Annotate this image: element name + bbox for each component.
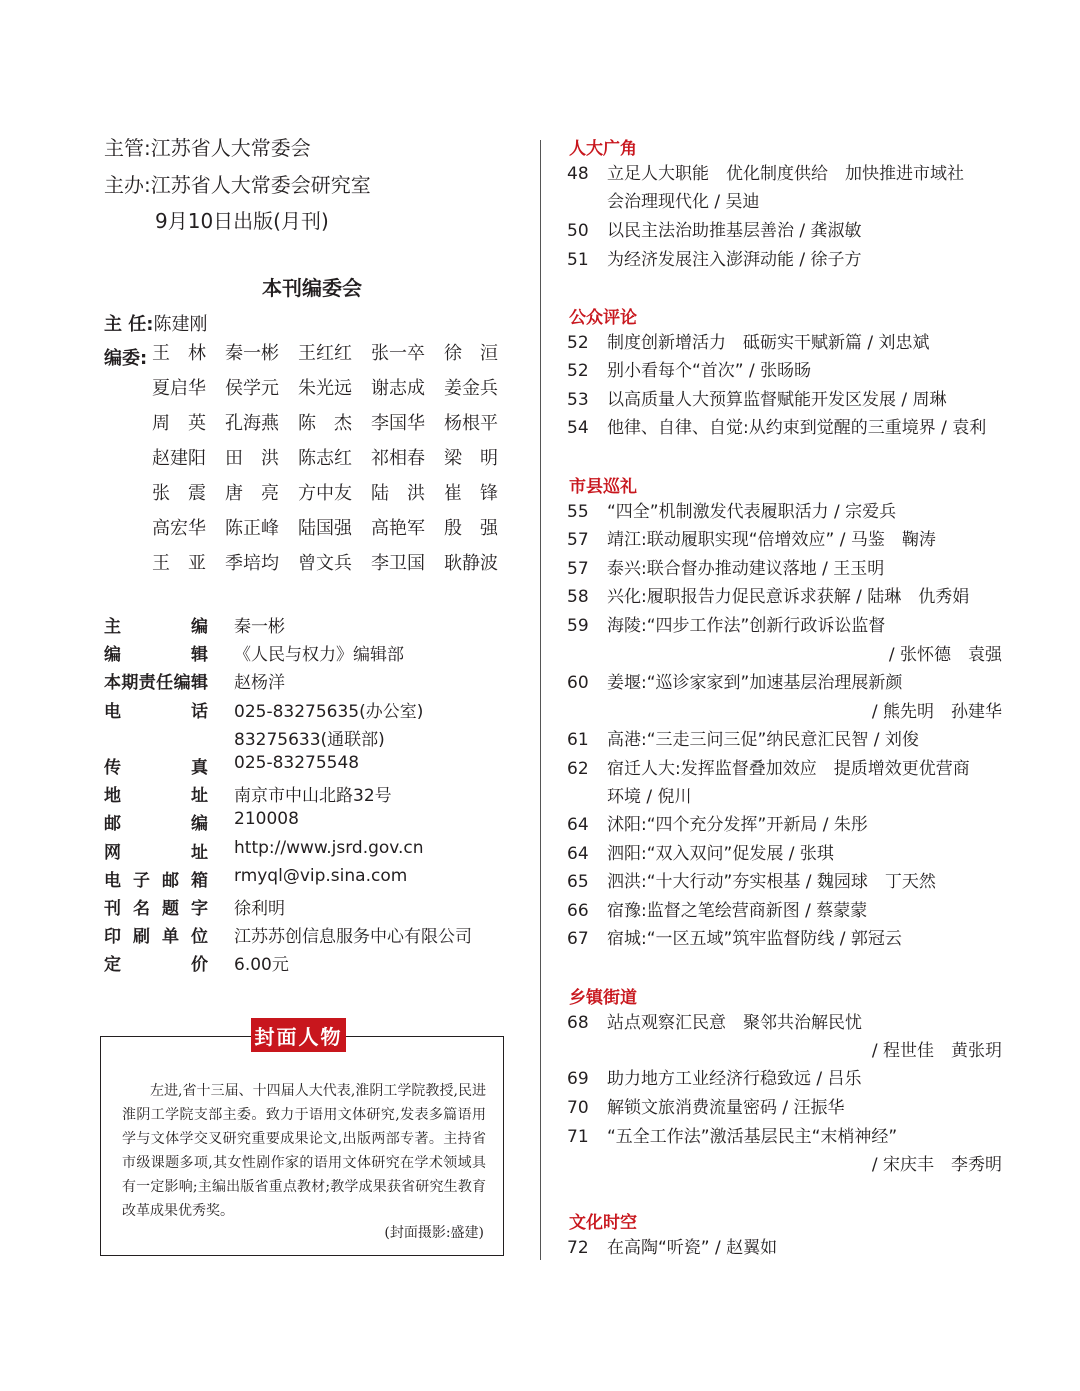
toc-entry[interactable]: [567, 386, 947, 414]
section-title: 公众评论: [569, 308, 637, 328]
entry-title: 姜堰:“巡诊家家到”加速基层治理展新颜: [607, 673, 903, 693]
info-label: 电 话: [104, 702, 208, 722]
info-value: 025-83275548: [234, 753, 360, 773]
toc-entry[interactable]: [567, 755, 970, 783]
entry-title: 泰兴:联合督办推动建议落地 / 王玉明: [607, 559, 885, 579]
page-number: 69: [567, 1069, 589, 1089]
toc-entry[interactable]: [567, 414, 986, 442]
section-title: 文化时空: [569, 1213, 637, 1233]
entry-title: 宿豫:监督之笔绘营商新图 / 蔡蒙蒙: [607, 901, 868, 921]
page-number: 64: [567, 815, 589, 835]
info-label: 刊 名 题 字: [104, 899, 208, 919]
info-label: 印 刷 单 位: [104, 927, 208, 947]
page-number: 57: [567, 559, 589, 579]
section-title: 人大广角: [569, 139, 637, 159]
info-value: 赵杨洋: [234, 673, 285, 693]
cover-title: 封面人物: [251, 1018, 346, 1052]
toc-entry[interactable]: [567, 246, 862, 274]
toc-entry[interactable]: [567, 897, 867, 925]
entry-author[interactable]: / 熊先明 孙建华: [871, 702, 1002, 722]
member: 赵建阳: [152, 448, 206, 469]
page-number: 50: [567, 221, 589, 241]
member: 陈 杰: [298, 413, 352, 434]
info-value: 025-83275635(办公室): [234, 702, 424, 722]
member: 殷 强: [444, 518, 498, 539]
entry-title: 别小看每个“首次” / 张旸旸: [607, 361, 812, 381]
toc-entry[interactable]: [567, 868, 936, 896]
entry-title: 以民主法治助推基层善治 / 龚淑敏: [607, 221, 862, 241]
column-divider: [540, 140, 541, 1260]
entry-author[interactable]: / 宋庆丰 李秀明: [871, 1155, 1002, 1175]
member: 王 亚: [152, 553, 206, 574]
entry-title: 解锁文旅消费流量密码 / 汪振华: [607, 1098, 845, 1118]
entry-title: 宿城:“一区五域”筑牢监督防线 / 郭冠云: [607, 929, 902, 949]
supervisor-line: 主管:江苏省人大常委会: [104, 136, 311, 160]
entry-title: 在高陶“听瓷” / 赵翼如: [607, 1238, 778, 1258]
info-value: 6.00元: [234, 955, 289, 975]
entry-title: 沭阳:“四个充分发挥”开新局 / 朱彤: [607, 815, 868, 835]
member: 高艳军: [371, 518, 425, 539]
page-number: 58: [567, 587, 589, 607]
toc-entry[interactable]: [567, 612, 885, 640]
cover-text: [122, 1079, 486, 1223]
member: 崔 锋: [444, 483, 498, 504]
page-number: 67: [567, 929, 589, 949]
page-number: 55: [567, 502, 589, 522]
board-chair: [104, 310, 207, 336]
chair-label: 主 任:: [104, 314, 154, 335]
member: 曾文兵: [298, 553, 352, 574]
toc-entry[interactable]: [567, 925, 902, 953]
page-number: 60: [567, 673, 589, 693]
info-label: 定 价: [104, 955, 208, 975]
entry-title: 泗洪:“十大行动”夯实根基 / 魏园球 丁天然: [607, 872, 936, 892]
toc-entry[interactable]: [567, 357, 811, 385]
entry-title: 高港:“三走三问三促”纳民意汇民智 / 刘俊: [607, 730, 919, 750]
page-number: 59: [567, 616, 589, 636]
entry-title: 以高质量人大预算监督赋能开发区发展 / 周琳: [607, 390, 947, 410]
page-number: 64: [567, 844, 589, 864]
entry-title: 靖江:联动履职实现“倍增效应” / 马鉴 鞠涛: [607, 530, 936, 550]
page-number: 72: [567, 1238, 589, 1258]
info-value: http://www.jsrd.gov.cn: [234, 838, 424, 858]
member: 陆 洪: [371, 483, 425, 504]
page-number: 54: [567, 418, 589, 438]
entry-title: 宿迁人大:发挥监督叠加效应 提质增效更优营商: [607, 759, 970, 779]
info-label: 邮 编: [104, 814, 208, 834]
sponsor-line: 主办:江苏省人大常委会研究室: [104, 173, 371, 197]
info-value: 江苏苏创信息服务中心有限公司: [234, 927, 472, 947]
member: 夏启华: [152, 378, 206, 399]
member: 王红红: [298, 343, 352, 364]
info-value: 83275633(通联部): [234, 730, 385, 750]
toc-entry[interactable]: [567, 726, 919, 754]
member: 田 洪: [225, 448, 279, 469]
toc-entry[interactable]: [567, 1123, 897, 1151]
toc-entry[interactable]: [567, 1009, 862, 1037]
members-label: 编委:: [104, 348, 148, 369]
board-title: 本刊编委会: [262, 276, 362, 300]
page-number: 52: [567, 333, 589, 353]
member: 陈正峰: [225, 518, 279, 539]
member: 耿静波: [444, 553, 498, 574]
member: 孔海燕: [225, 413, 279, 434]
toc-entry[interactable]: [567, 1094, 845, 1122]
member: 朱光远: [298, 378, 352, 399]
toc-entry[interactable]: [567, 583, 969, 611]
member: 张 震: [152, 483, 206, 504]
entry-title: 他律、自律、自觉:从约束到觉醒的三重境界 / 袁利: [607, 418, 987, 438]
entry-title: “五全工作法”激活基层民主“末梢神经”: [607, 1127, 898, 1147]
page-number: 57: [567, 530, 589, 550]
info-value: 徐利明: [234, 899, 285, 919]
toc-entry[interactable]: [567, 329, 930, 357]
page-number: 71: [567, 1127, 589, 1147]
member: 陈志红: [298, 448, 352, 469]
toc-entry[interactable]: [567, 669, 902, 697]
chair-name: 陈建刚: [153, 314, 208, 335]
page-number: 66: [567, 901, 589, 921]
toc-entry[interactable]: [567, 555, 884, 583]
entry-title: 助力地方工业经济行稳致远 / 吕乐: [607, 1069, 862, 1089]
entry-author[interactable]: / 张怀德 袁强: [888, 645, 1002, 665]
info-value: 秦一彬: [234, 617, 285, 637]
toc-entry[interactable]: [567, 811, 868, 839]
entry-title: 为经济发展注入澎湃动能 / 徐子方: [607, 250, 862, 270]
entry-continuation[interactable]: 环境 / 倪川: [607, 787, 692, 807]
section-title: 市县巡礼: [569, 477, 637, 497]
entry-title: 泗阳:“双入双问”促发展 / 张琪: [607, 844, 834, 864]
toc-entry[interactable]: [567, 498, 896, 526]
info-value: 南京市中山北路32号: [234, 786, 392, 806]
member: 祁相春: [371, 448, 425, 469]
section-title: 乡镇街道: [569, 988, 637, 1008]
member: 周 英: [152, 413, 206, 434]
member: 方中友: [298, 483, 352, 504]
info-label: 本 期 责 任 编 辑: [104, 673, 208, 693]
member: 谢志成: [371, 378, 425, 399]
member: 唐 亮: [225, 483, 279, 504]
info-value: 《人民与权力》编辑部: [234, 645, 404, 665]
member: 姜金兵: [444, 378, 498, 399]
page-number: 62: [567, 759, 589, 779]
page-number: 70: [567, 1098, 589, 1118]
page-number: 52: [567, 361, 589, 381]
entry-title: 制度创新增活力 砥砺实干赋新篇 / 刘忠斌: [607, 333, 930, 353]
page-number: 61: [567, 730, 589, 750]
page-number: 48: [567, 164, 589, 184]
info-label: 主 编: [104, 617, 208, 637]
entry-title: 立足人大职能 优化制度供给 加快推进市域社: [607, 164, 964, 184]
toc-entry[interactable]: [567, 217, 862, 245]
entry-title: 海陵:“四步工作法”创新行政诉讼监督: [607, 616, 886, 636]
info-label: 网 址: [104, 843, 208, 863]
member: 陆国强: [298, 518, 352, 539]
toc-entry[interactable]: [567, 160, 964, 188]
entry-title: “四全”机制激发代表履职活力 / 宗爱兵: [607, 502, 897, 522]
member: 高宏华: [152, 518, 206, 539]
toc-entry[interactable]: [567, 1234, 777, 1262]
issue-line: 9月10日出版(月刊): [155, 209, 329, 233]
entry-continuation[interactable]: 会治理现代化 / 吴迪: [607, 192, 760, 212]
info-label: 地 址: [104, 786, 208, 806]
toc-entry[interactable]: [567, 840, 834, 868]
member: 张一卒: [371, 343, 425, 364]
member: 梁 明: [444, 448, 498, 469]
member: 李国华: [371, 413, 425, 434]
entry-title: 站点观察汇民意 聚邻共治解民忧: [607, 1013, 862, 1033]
page-number: 65: [567, 872, 589, 892]
toc-entry[interactable]: [567, 526, 936, 554]
member: 秦一彬: [225, 343, 279, 364]
member: 季培均: [225, 553, 279, 574]
page-number: 53: [567, 390, 589, 410]
member: 侯学元: [225, 378, 279, 399]
entry-title: 兴化:履职报告力促民意诉求获解 / 陆琳 仇秀娟: [607, 587, 970, 607]
members-grid: [152, 340, 517, 585]
member: 杨根平: [444, 413, 498, 434]
page-number: 68: [567, 1013, 589, 1033]
info-label: 编 辑: [104, 645, 208, 665]
member: 李卫国: [371, 553, 425, 574]
page-number: 51: [567, 250, 589, 270]
entry-author[interactable]: / 程世佳 黄张玥: [871, 1041, 1002, 1061]
toc-entry[interactable]: [567, 1065, 862, 1093]
info-label: 传 真: [104, 758, 208, 778]
info-label: 电 子 邮 箱: [104, 871, 208, 891]
member: 王 林: [152, 343, 206, 364]
cover-credit: (封面摄影:盛建): [384, 1225, 484, 1241]
info-value: rmyql@vip.sina.com: [234, 866, 408, 886]
info-value: 210008: [234, 809, 299, 829]
cover-paragraph: 左进,省十三届、十四届人大代表,淮阴工学院教授,民进淮阴工学院支部主委。致力于语用文体研究,发表多篇语用学与文体学交叉研究重要成果论文,出版两部专著。主持省市级课题多项,其女性剧作家的语用文体研究在学术领域具有一定影响;主编出版省重点教材;教学成果获省研究生教育改革成果优秀奖。: [122, 1083, 486, 1219]
member: 徐 洹: [444, 343, 498, 364]
